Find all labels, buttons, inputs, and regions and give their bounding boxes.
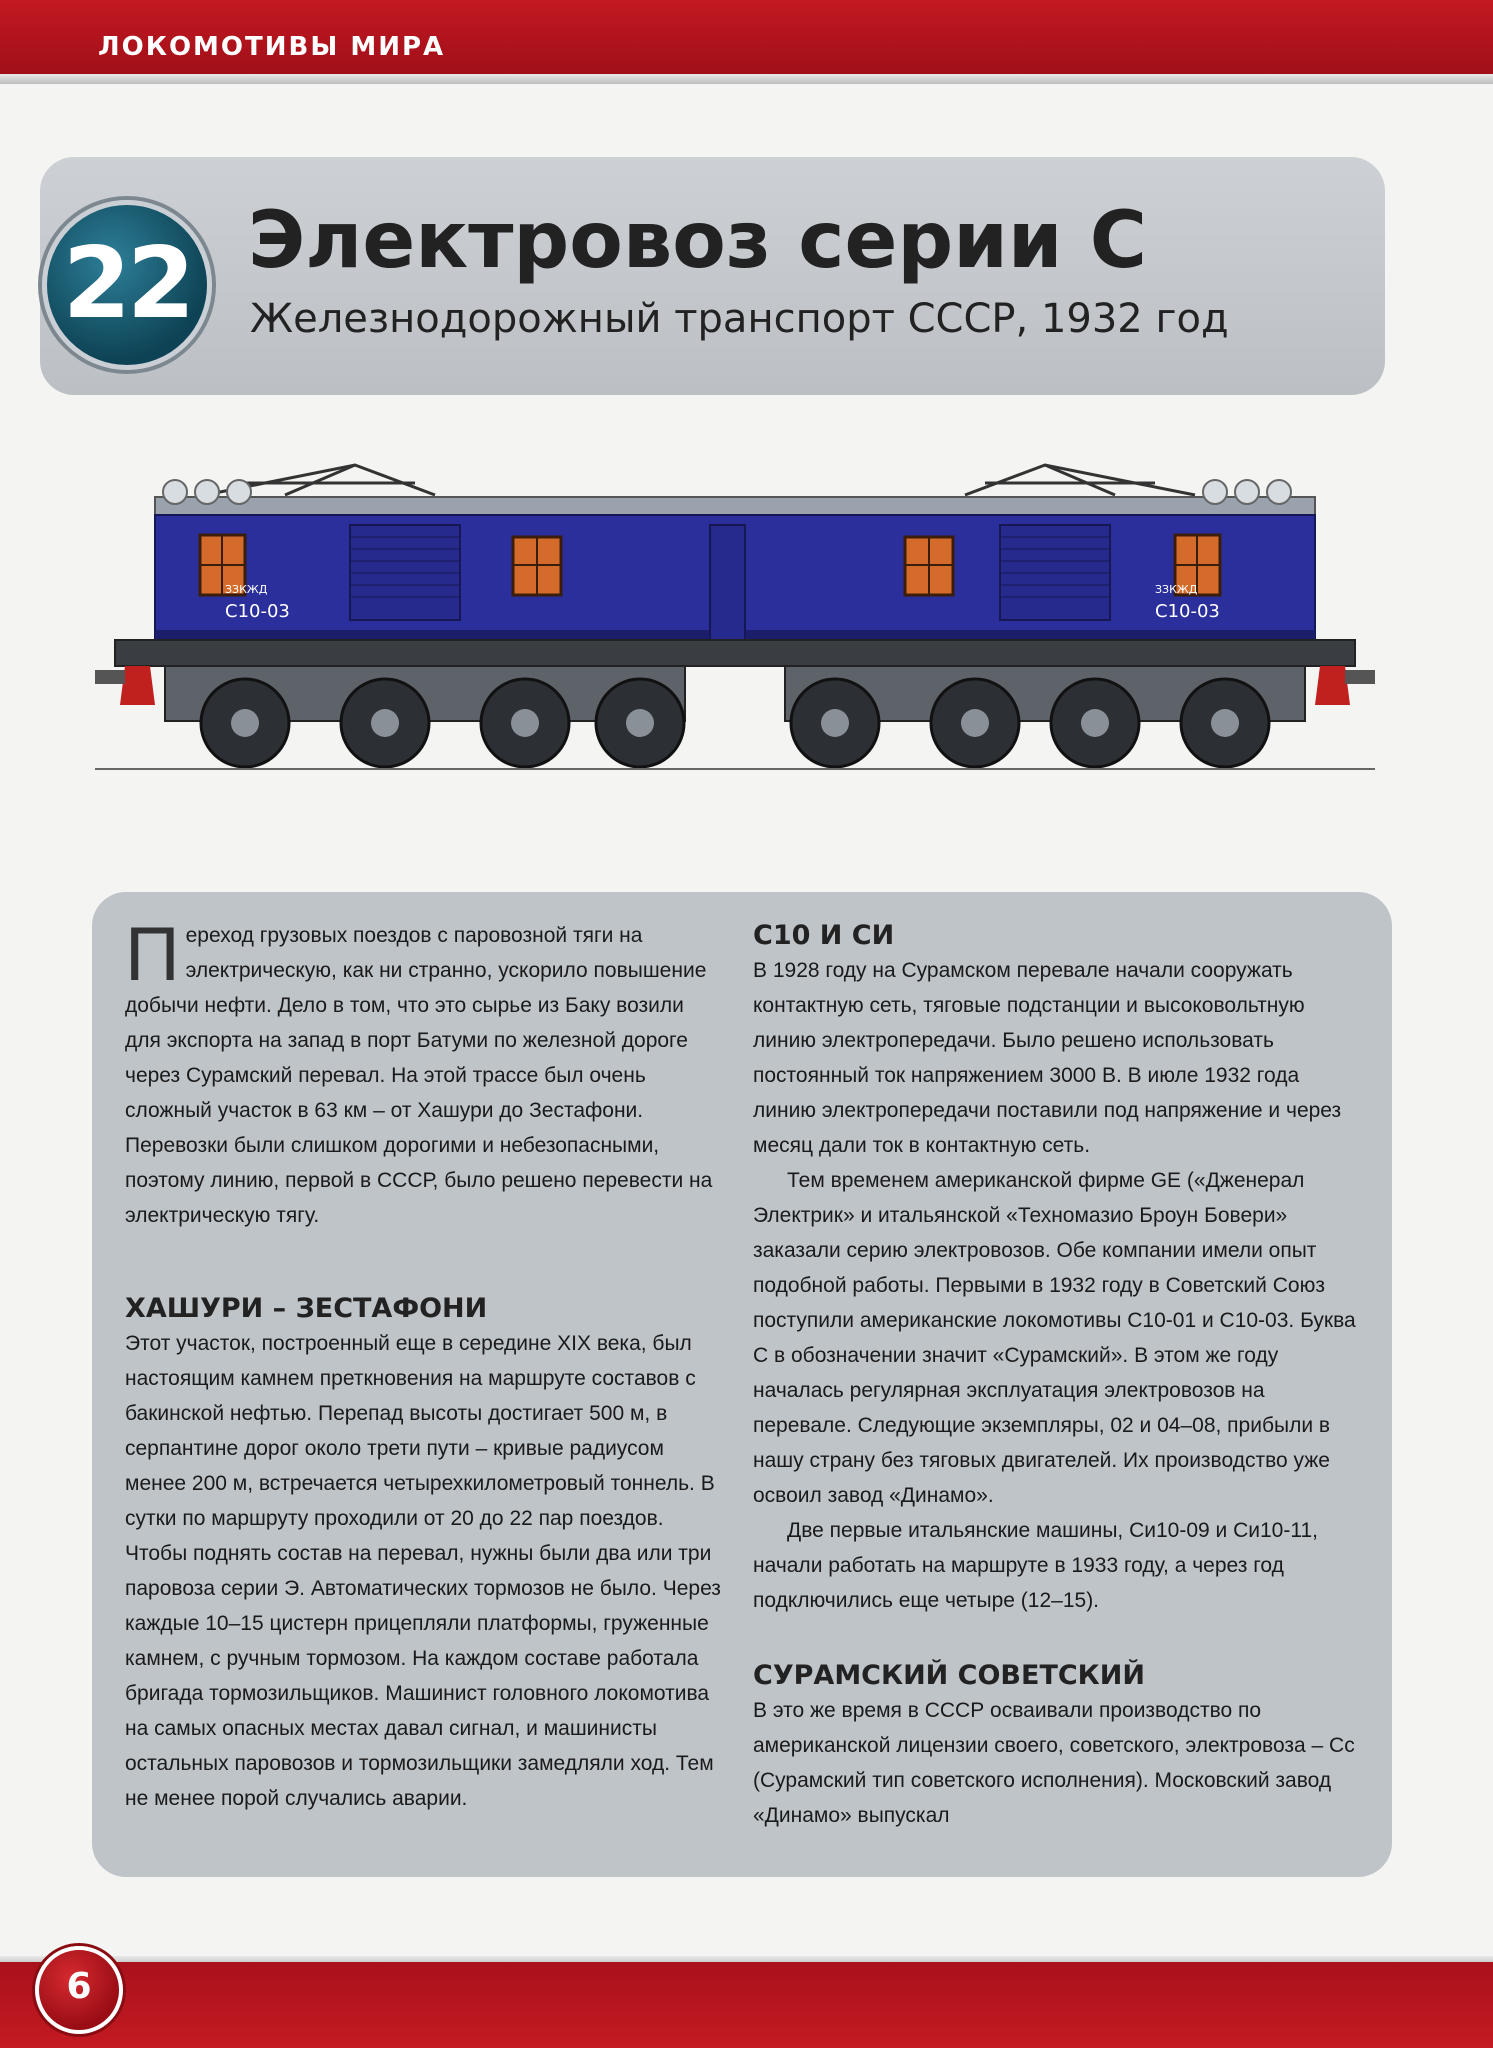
section-heading-suram: СУРАМСКИЙ СОВЕТСКИЙ (753, 1660, 1145, 1691)
article-column-right (753, 918, 1368, 1833)
issue-number: 22 (62, 227, 192, 341)
section-text-s10-p2: Тем временем американской фирме GE («Дженерал Электрик» и итальянской «Техномазио Броун Бовери» заказали серию электровозов. Обе компании имели опыт подобной работы. Первыми в 1932 году в Советский Союз поступили американские локомотивы С10-01 и С10-03. Буква С в обозначении значит «Сурамский». В этом же году началась регулярная эксплуатация электровозов на перевале. Следующие экземпляры, 02 и 04–08, прибыли в нашу страну без тяговых двигателей. Их производство уже освоил завод «Динамо». (753, 1169, 1356, 1507)
section-text-suram: В это же время в СССР осваивали производство по американской лицензии своего, советского, электровоза – Сс (Сурамский тип советского исполнения). Московский завод «Динамо» выпускал (753, 1699, 1355, 1827)
section-heading-s10: С10 И СИ (753, 920, 895, 951)
pantograph-right (965, 465, 1195, 495)
page-title: Электровоз серии С (248, 196, 1147, 286)
intro-text: ереход грузовых поездов с паровозной тяги на электрическую, как ни странно, ускорило повышение добычи нефти. Дело в том, что это сырье из Баку возили для экспорта на запад в порт Батуми по железной дороге через Сурамский перевал. На этой трассе был очень сложный участок в 63 км – от Хашури до Зестафони. Перевозки были слишком дорогими и небезопасными, поэтому линию, первой в СССР, было решено перевести на электрическую тягу. (125, 924, 713, 1227)
drop-cap: П (125, 912, 180, 997)
page-number: 6 (66, 1966, 92, 2007)
cab-marking-left: С10-03 (225, 601, 290, 622)
cab-marking-right: С10-03 (1155, 601, 1220, 622)
section-heading-khashuri: ХАШУРИ – ЗЕСТАФОНИ (125, 1293, 488, 1324)
article-column-left (125, 912, 725, 1816)
intro-paragraph (125, 912, 725, 1233)
section-text-s10-p3: Две первые итальянские машины, Си10-09 и Си10-11, начали работать на маршруте в 1933 году, а через год подключились еще четыре (12–15). (753, 1519, 1318, 1612)
center-door (710, 525, 745, 640)
page-number-badge (35, 1946, 123, 2034)
issue-number-badge (42, 200, 212, 370)
road-label-right: ЗЗКЖД (1155, 583, 1198, 596)
locomotive-illustration (95, 455, 1375, 845)
bottom-banner (0, 1962, 1493, 2048)
top-banner-trim (0, 74, 1493, 84)
road-label-left: ЗЗКЖД (225, 583, 268, 596)
section-text-khashuri: Этот участок, построенный еще в середине XIX века, был настоящим камнем преткновения на маршруте составов с бакинской нефтью. Перепад высоты достигает 500 м, в серпантине дорог около трети пути – кривые радиусом менее 200 м, встречается четырехкилометровый тоннель. В сутки по маршруту проходили от 20 до 22 пар поездов. Чтобы поднять состав на перевал, нужны были два или три паровоза серии Э. Автоматических тормозов не было. Через каждые 10–15 цистерн прицепляли платформы, груженные камнем, с ручным тормозом. На каждом составе работала бригада тормозильщиков. Машинист головного локомотива на самых опасных местах давал сигнал, и машинисты остальных паровозов и тормозильщики замедляли ход. Тем не менее порой случались аварии. (125, 1332, 721, 1810)
series-title: ЛОКОМОТИВЫ МИРА (98, 32, 446, 62)
page-subtitle: Железнодорожный транспорт СССР, 1932 год (250, 296, 1229, 342)
section-text-s10-p1: В 1928 году на Сурамском перевале начали сооружать контактную сеть, тяговые подстанции и высоковольтную линию электропередачи. Было решено использовать постоянный ток напряжением 3000 В. В июле 1932 года линию электропередачи поставили под напряжение и через месяц дали ток в контактную сеть. (753, 959, 1342, 1157)
